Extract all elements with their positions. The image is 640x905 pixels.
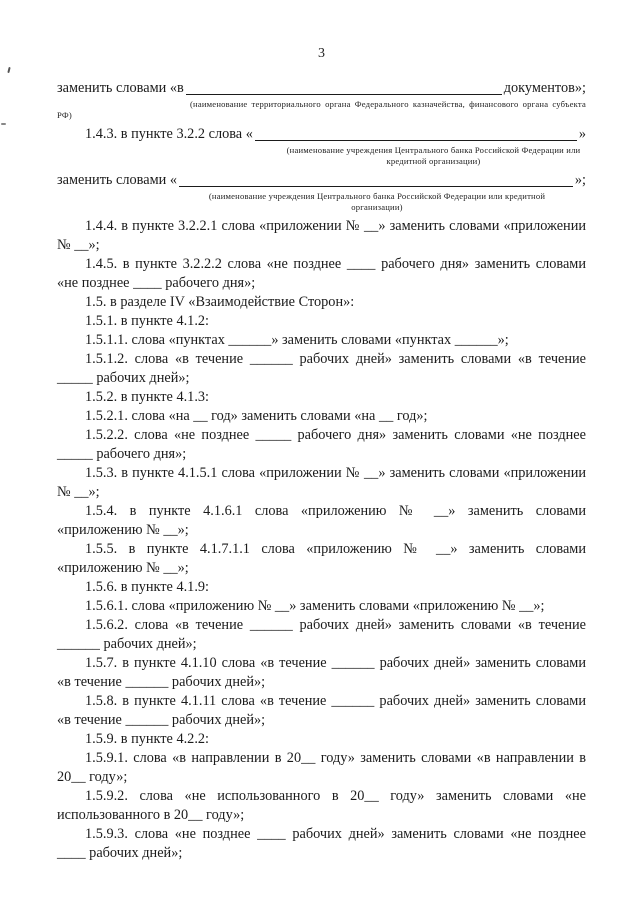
clause-1-5-1: 1.5.1. в пункте 4.1.2:: [85, 313, 210, 329]
fill-prefix: заменить словами «в: [57, 80, 184, 96]
blank-underline: [255, 131, 577, 141]
clause-1-5-1-1: 1.5.1.1. слова «пунктах ______» заменить словами «пунктах ______»;: [85, 332, 509, 348]
blank-caption-central-bank: (наименование учреждения Центрального банка Российской Федерации или кредитной организации): [208, 191, 546, 212]
clause-1-5-9: 1.5.9. в пункте 4.2.2:: [85, 731, 210, 747]
fill-suffix: »;: [574, 172, 586, 188]
clause-1-5-6: 1.5.6. в пункте 4.1.9:: [85, 579, 210, 595]
clause-1-5-2-1: 1.5.2.1. слова «на __ год» заменить словами «на __ год»;: [85, 408, 428, 424]
clause-1-5-6-1: 1.5.6.1. слова «приложению № __» заменить словами «приложению № __»;: [85, 598, 545, 614]
clause-1-5-5: 1.5.5. в пункте 4.1.7.1.1 слова «приложению № __» заменить словами «приложению № __»;: [57, 541, 586, 576]
clause-1-4-4: 1.4.4. в пункте 3.2.2.1 слова «приложении № __» заменить словами «приложении № __»;: [57, 218, 586, 253]
clause-1-5-9-2: 1.5.9.2. слова «не использованного в 20__ году» заменить словами «не использованного в 20__ году»;: [57, 788, 586, 823]
clause-1-5: 1.5. в разделе IV «Взаимодействие Сторон»:: [85, 294, 355, 310]
clause-1-5-3: 1.5.3. в пункте 4.1.5.1 слова «приложении № __» заменить словами «приложении № __»;: [57, 465, 586, 500]
blank-caption-territorial-body: (наименование территориального органа Федерального казначейства, финансового органа субъекта РФ): [57, 99, 586, 120]
clause-1-5-7: 1.5.7. в пункте 4.1.10 слова «в течение ______ рабочих дней» заменить словами «в течение ______ рабочих дней»;: [57, 655, 586, 690]
clause-1-5-2-2: 1.5.2.2. слова «не позднее _____ рабочего дня» заменить словами «не позднее _____ рабочего дня»;: [57, 427, 586, 462]
fill-suffix: »: [578, 126, 586, 142]
page-number: 3: [318, 46, 325, 61]
blank-underline: [186, 85, 502, 95]
clause-1-5-6-2: 1.5.6.2. слова «в течение ______ рабочих дней» заменить словами «в течение ______ рабочих дней»;: [57, 617, 586, 652]
clause-1-5-2: 1.5.2. в пункте 4.1.3:: [85, 389, 210, 405]
scan-artifact: [1, 123, 6, 125]
clause-1-5-9-1: 1.5.9.1. слова «в направлении в 20__ году» заменить словами «в направлении в 20__ году»;: [57, 750, 586, 785]
fill-prefix: 1.4.3. в пункте 3.2.2 слова «: [85, 126, 253, 142]
fill-prefix: заменить словами «: [57, 172, 177, 188]
blank-caption-central-bank: (наименование учреждения Центрального банка Российской Федерации или кредитной организации): [286, 145, 581, 166]
fill-suffix: документов»;: [503, 80, 586, 96]
clause-1-5-9-3: 1.5.9.3. слова «не позднее ____ рабочих дней» заменить словами «не позднее ____ рабочих дней»;: [57, 826, 586, 861]
clause-amend-fill-line-1: [57, 79, 586, 98]
clause-1-5-8: 1.5.8. в пункте 4.1.11 слова «в течение ______ рабочих дней» заменить словами «в течение ______ рабочих дней»;: [57, 693, 586, 728]
clause-1-5-1-2: 1.5.1.2. слова «в течение ______ рабочих дней» заменить словами «в течение _____ рабочих дней»;: [57, 351, 586, 386]
clause-1-5-4: 1.5.4. в пункте 4.1.6.1 слова «приложению № __» заменить словами «приложению № __»;: [57, 503, 586, 538]
clause-amend-fill-line-2: [57, 171, 586, 190]
clause-1-4-5: 1.4.5. в пункте 3.2.2.2 слова «не позднее ____ рабочего дня» заменить словами «не позднее ____ рабочего дня»;: [57, 256, 586, 291]
clause-1-4-3-fill-line: [57, 125, 586, 144]
blank-underline: [179, 177, 573, 187]
